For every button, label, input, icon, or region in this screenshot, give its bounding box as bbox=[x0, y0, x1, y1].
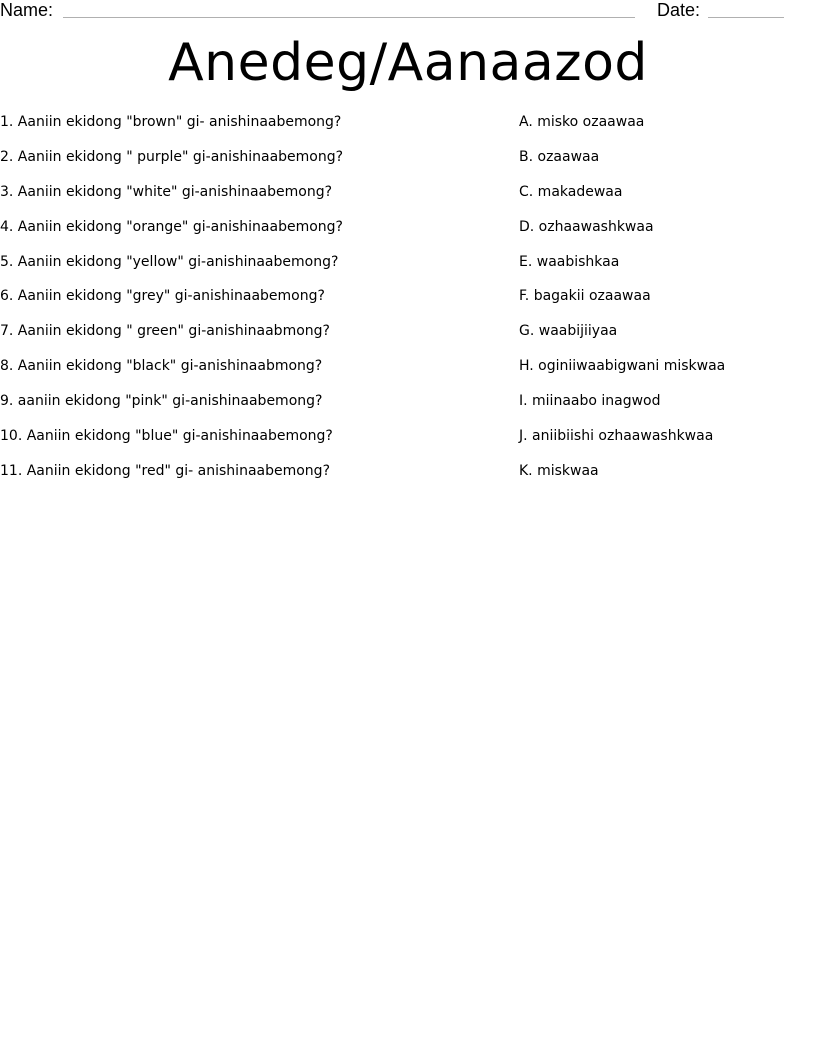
question-item: 10. Aaniin ekidong "blue" gi-anishinaabemong? bbox=[0, 428, 333, 445]
name-blank-line bbox=[63, 17, 635, 18]
answer-item: G. waabijiiyaa bbox=[519, 323, 618, 340]
answer-item: J. aniibiishi ozhaawashkwaa bbox=[519, 428, 714, 445]
question-item: 11. Aaniin ekidong "red" gi- anishinaabemong? bbox=[0, 462, 330, 479]
question-item: 4. Aaniin ekidong "orange" gi-anishinaabemong? bbox=[0, 218, 343, 235]
answer-item: K. miskwaa bbox=[519, 462, 599, 479]
date-label: Date: bbox=[657, 0, 701, 20]
answer-item: F. bagakii ozaawaa bbox=[519, 288, 651, 305]
question-item: 5. Aaniin ekidong "yellow" gi-anishinaabemong? bbox=[0, 253, 339, 270]
page-title: Anedeg/Aanaazod bbox=[168, 33, 648, 93]
answer-item: A. misko ozaawaa bbox=[519, 114, 645, 130]
answer-item: I. miinaabo inagwod bbox=[519, 393, 661, 410]
answer-item: H. oginiiwaabigwani miskwaa bbox=[519, 358, 726, 375]
question-item: 3. Aaniin ekidong "white" gi-anishinaabemong? bbox=[0, 183, 333, 200]
question-item: 2. Aaniin ekidong " purple" gi-anishinaabemong? bbox=[0, 148, 344, 165]
question-item: 9. aaniin ekidong "pink" gi-anishinaabemong? bbox=[0, 393, 323, 410]
date-blank-line bbox=[708, 17, 784, 18]
answer-item: B. ozaawaa bbox=[519, 148, 600, 165]
answer-item: C. makadewaa bbox=[519, 183, 623, 200]
answer-list bbox=[519, 112, 809, 496]
name-label: Name: bbox=[0, 0, 54, 20]
answer-item: E. waabishkaa bbox=[519, 253, 620, 270]
question-item: 1. Aaniin ekidong "brown" gi- anishinaabemong? bbox=[0, 114, 342, 130]
question-item: 8. Aaniin ekidong "black" gi-anishinaabmong? bbox=[0, 358, 323, 375]
answer-item: D. ozhaawashkwaa bbox=[519, 218, 654, 235]
worksheet-header bbox=[0, 0, 816, 22]
question-item: 6. Aaniin ekidong "grey" gi-anishinaabemong? bbox=[0, 288, 325, 305]
question-list bbox=[0, 112, 500, 496]
question-item: 7. Aaniin ekidong " green" gi-anishinaabmong? bbox=[0, 323, 330, 340]
